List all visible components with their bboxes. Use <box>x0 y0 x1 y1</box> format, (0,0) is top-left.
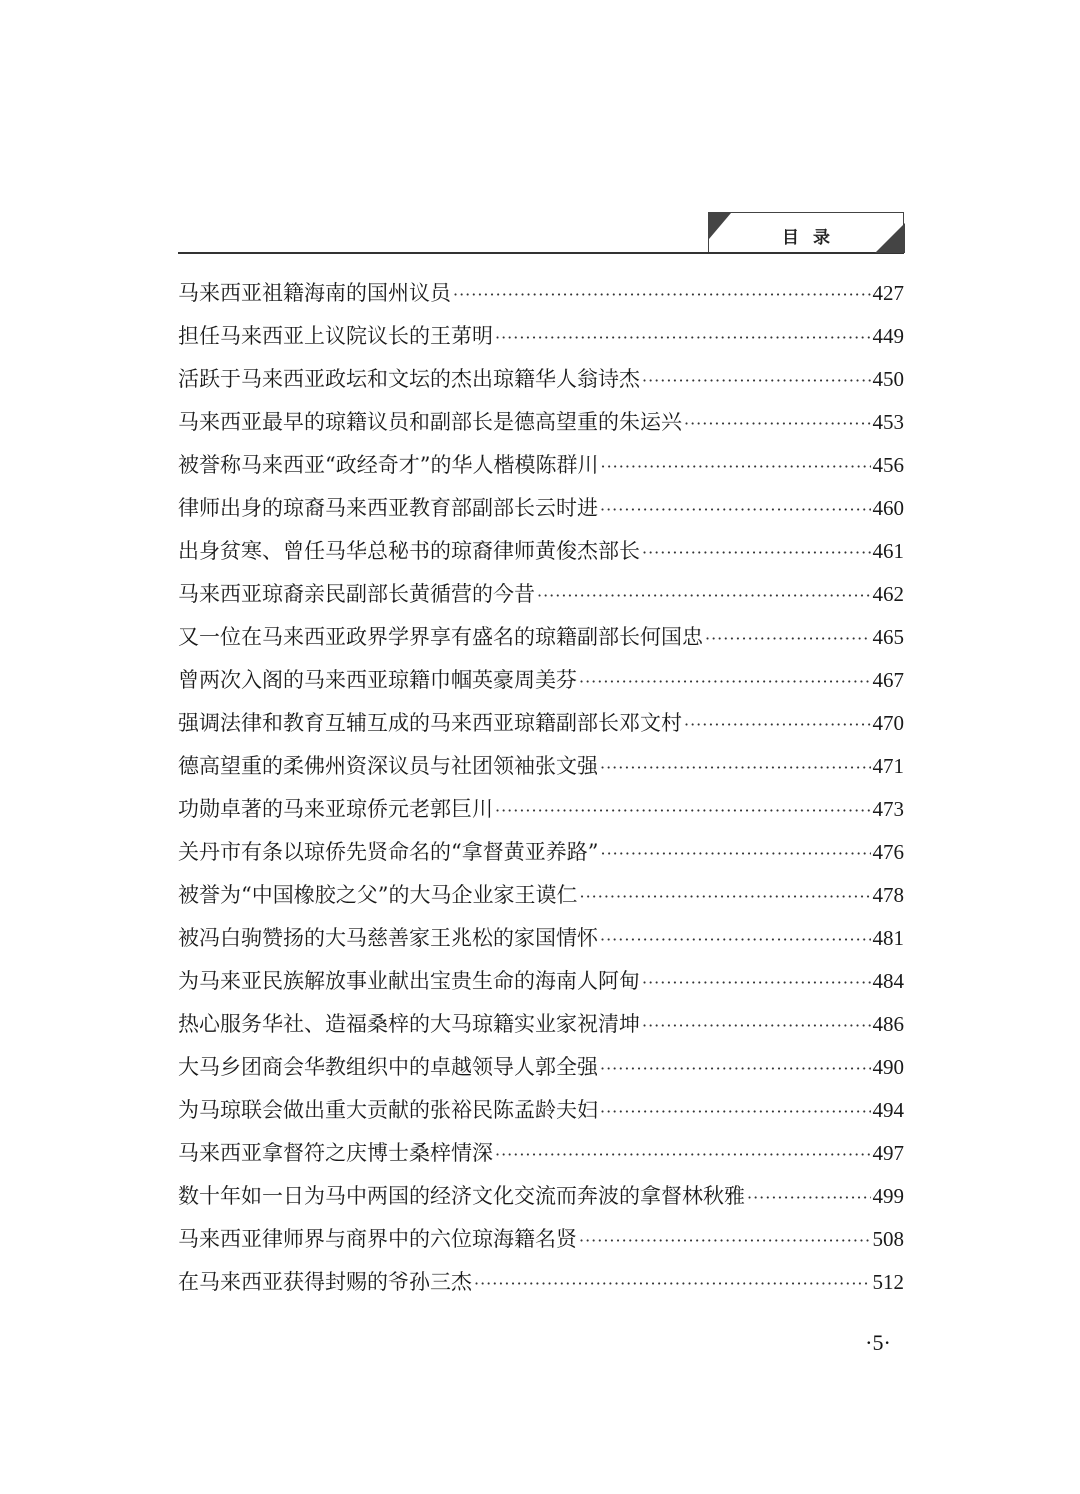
toc-entry-page: 471 <box>872 754 904 778</box>
toc-entry-page: 456 <box>872 453 904 477</box>
toc-entry[interactable] <box>178 1046 904 1089</box>
toc-dot-leader <box>642 961 871 1004</box>
toc-entry[interactable] <box>178 530 904 573</box>
toc-entry-title: 数十年如一日为马中两国的经济文化交流而奔波的拿督林秋雅 <box>178 1184 745 1208</box>
toc-entry[interactable] <box>178 1175 904 1218</box>
toc-entry-page: 473 <box>872 797 904 821</box>
toc-entry-title: 大马乡团商会华教组织中的卓越领导人郭全强 <box>178 1055 598 1079</box>
toc-dot-leader <box>684 402 871 445</box>
toc-entry[interactable] <box>178 1003 904 1046</box>
toc-entry-page: 484 <box>872 969 904 993</box>
toc-entry-title: 出身贫寒、曾任马华总秘书的琼裔律师黄俊杰部长 <box>178 539 640 563</box>
toc-entry-title: 马来西亚拿督符之庆博士桑梓情深 <box>178 1141 493 1165</box>
toc-dot-leader <box>642 359 871 402</box>
table-of-contents <box>178 272 904 1304</box>
toc-entry-title: 关丹市有条以琼侨先贤命名的“拿督黄亚养路” <box>178 840 599 864</box>
toc-entry[interactable] <box>178 272 904 315</box>
toc-dot-leader <box>579 1219 871 1262</box>
toc-entry-title: 又一位在马来西亚政界学界享有盛名的琼籍副部长何国忠 <box>178 625 703 649</box>
toc-entry-title: 律师出身的琼裔马来西亚教育部副部长云时进 <box>178 496 598 520</box>
toc-dot-leader <box>600 832 870 875</box>
toc-entry[interactable] <box>178 745 904 788</box>
toc-entry[interactable] <box>178 1132 904 1175</box>
toc-entry[interactable] <box>178 788 904 831</box>
toc-entry-page: 461 <box>872 539 904 563</box>
toc-entry-page: 460 <box>872 496 904 520</box>
toc-entry-page: 508 <box>872 1227 904 1251</box>
toc-entry[interactable] <box>178 659 904 702</box>
toc-entry-title: 马来西亚祖籍海南的国州议员 <box>178 281 451 305</box>
toc-entry[interactable] <box>178 315 904 358</box>
toc-entry-title: 活跃于马来西亚政坛和文坛的杰出琼籍华人翁诗杰 <box>178 367 640 391</box>
toc-entry[interactable] <box>178 1218 904 1261</box>
toc-entry-title: 在马来西亚获得封赐的爷孙三杰 <box>178 1270 472 1294</box>
toc-entry-page: 427 <box>872 281 904 305</box>
toc-entry[interactable] <box>178 1261 904 1304</box>
toc-entry-title: 曾两次入阁的马来西亚琼籍巾帼英豪周美芬 <box>178 668 577 692</box>
toc-entry[interactable] <box>178 616 904 659</box>
toc-dot-leader <box>579 660 871 703</box>
toc-entry-page: 481 <box>872 926 904 950</box>
toc-entry-page: 486 <box>872 1012 904 1036</box>
toc-entry-page: 478 <box>872 883 904 907</box>
toc-entry-page: 494 <box>872 1098 904 1122</box>
toc-dot-leader <box>600 1047 871 1090</box>
toc-dot-leader <box>495 789 871 832</box>
toc-entry-page: 512 <box>872 1270 904 1294</box>
toc-entry-title: 热心服务华社、造福桑梓的大马琼籍实业家祝清坤 <box>178 1012 640 1036</box>
toc-dot-leader <box>600 445 870 488</box>
toc-entry-page: 499 <box>872 1184 904 1208</box>
toc-entry-page: 470 <box>872 711 904 735</box>
toc-entry-title: 马来西亚琼裔亲民副部长黄循营的今昔 <box>178 582 535 606</box>
toc-entry[interactable] <box>178 487 904 530</box>
toc-entry-title: 被誉为“中国橡胶之父”的大马企业家王谟仁 <box>178 883 578 907</box>
toc-entry[interactable] <box>178 401 904 444</box>
toc-dot-leader <box>642 1004 871 1047</box>
toc-entry[interactable] <box>178 358 904 401</box>
toc-dot-leader <box>600 488 871 531</box>
toc-dot-leader <box>600 918 871 961</box>
toc-entry-page: 449 <box>872 324 904 348</box>
section-header-box <box>708 212 904 252</box>
toc-entry-title: 马来西亚律师界与商界中的六位琼海籍名贤 <box>178 1227 577 1251</box>
section-title: 目录 <box>782 228 844 248</box>
toc-dot-leader <box>453 273 871 316</box>
toc-dot-leader <box>684 703 871 746</box>
toc-entry-title: 德高望重的柔佛州资深议员与社团领袖张文强 <box>178 754 598 778</box>
toc-dot-leader <box>474 1262 871 1305</box>
toc-entry-title: 被冯白驹赞扬的大马慈善家王兆松的家国情怀 <box>178 926 598 950</box>
toc-entry-title: 为马来亚民族解放事业献出宝贵生命的海南人阿甸 <box>178 969 640 993</box>
toc-dot-leader <box>495 316 871 359</box>
toc-entry-page: 453 <box>872 410 904 434</box>
toc-entry-title: 为马琼联会做出重大贡献的张裕民陈孟龄夫妇 <box>178 1098 598 1122</box>
toc-dot-leader <box>600 746 871 789</box>
toc-entry[interactable] <box>178 917 904 960</box>
toc-entry-title: 马来西亚最早的琼籍议员和副部长是德高望重的朱运兴 <box>178 410 682 434</box>
toc-entry[interactable] <box>178 874 904 917</box>
toc-dot-leader <box>747 1176 871 1219</box>
toc-dot-leader <box>642 531 871 574</box>
toc-entry-page: 497 <box>872 1141 904 1165</box>
toc-entry-page: 465 <box>872 625 904 649</box>
toc-dot-leader <box>600 1090 871 1133</box>
toc-entry-title: 担任马来西亚上议院议长的王苐明 <box>178 324 493 348</box>
toc-entry-page: 490 <box>872 1055 904 1079</box>
toc-entry[interactable] <box>178 960 904 1003</box>
toc-entry-title: 强调法律和教育互辅互成的马来西亚琼籍副部长邓文村 <box>178 711 682 735</box>
toc-entry-title: 被誉称马来西亚“政经奇才”的华人楷模陈群川 <box>178 453 599 477</box>
toc-dot-leader <box>579 875 870 918</box>
toc-entry-page: 467 <box>872 668 904 692</box>
toc-entry[interactable] <box>178 831 904 874</box>
toc-entry[interactable] <box>178 573 904 616</box>
page-number: ·5· <box>865 1330 891 1355</box>
toc-entry[interactable] <box>178 702 904 745</box>
toc-dot-leader <box>495 1133 871 1176</box>
toc-dot-leader <box>705 617 871 660</box>
toc-entry-page: 450 <box>872 367 904 391</box>
toc-entry-page: 476 <box>872 840 904 864</box>
toc-entry[interactable] <box>178 1089 904 1132</box>
toc-entry[interactable] <box>178 444 904 487</box>
toc-entry-page: 462 <box>872 582 904 606</box>
toc-entry-title: 功勋卓著的马来亚琼侨元老郭巨川 <box>178 797 493 821</box>
toc-dot-leader <box>537 574 871 617</box>
